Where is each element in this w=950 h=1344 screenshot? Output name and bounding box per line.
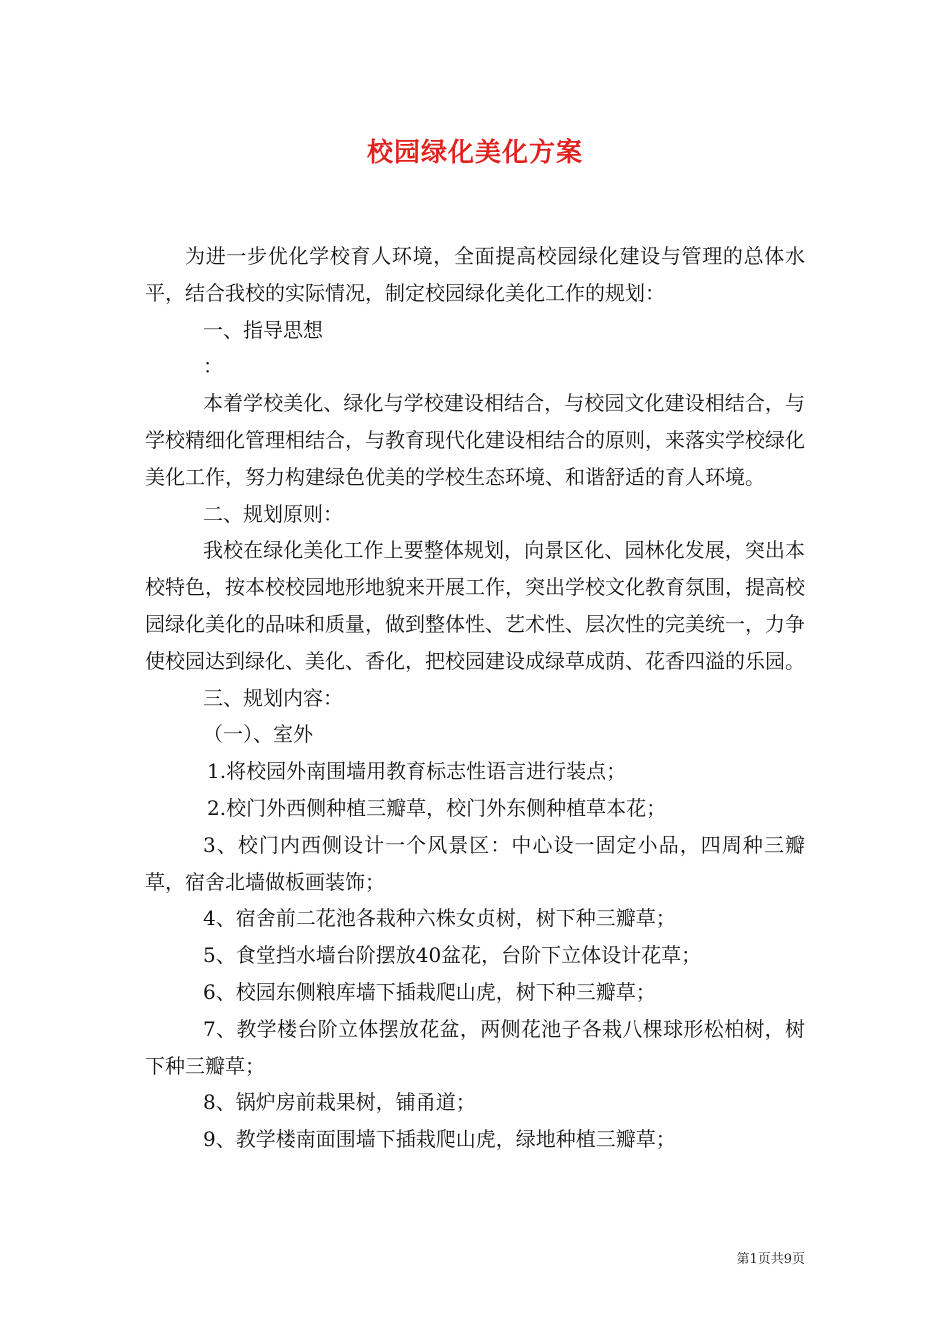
section-heading-principles: 二、规划原则：	[203, 501, 343, 526]
document-title: 校园绿化美化方案	[366, 138, 583, 168]
list-item: 2.校门外西侧种植三瓣草，校门外东侧种植草本花；	[207, 795, 667, 820]
subsection-outdoor: （一）、室外	[203, 722, 313, 747]
section-heading-guiding: 一、指导思想	[203, 317, 323, 342]
list-item: 3、校门内西侧设计一个风景区：中心设一固定小品，四周种三瓣草，宿舍北墙做板画装饰；	[145, 832, 805, 894]
list-item: 9、教学楼南面围墙下插栽爬山虎，绿地种植三瓣草；	[203, 1127, 676, 1152]
document-body	[145, 238, 805, 1158]
list-item: 6、校园东侧粮库墙下插栽爬山虎，树下种三瓣草；	[203, 979, 656, 1004]
list-item: 5、食堂挡水墙台阶摆放40盆花，台阶下立体设计花草；	[203, 943, 702, 968]
colon-line: ：	[203, 354, 223, 379]
list-item: 7、教学楼台阶立体摆放花盆，两侧花池子各栽八棵球形松柏树，树下种三瓣草；	[145, 1016, 805, 1078]
list-item: 8、锅炉房前栽果树，铺甬道；	[203, 1090, 476, 1115]
principles-paragraph: 我校在绿化美化工作上要整体规划，向景区化、园林化发展，突出本校特色，按本校校园地形地貌来开展工作，突出学校文化教育氛围，提高校园绿化美化的品味和质量，做到整体性、艺术性、层次性的完美统一，力争使校园达到绿化、美化、香化，把校园建设成绿草成荫、花香四溢的乐园。	[145, 538, 805, 673]
section-heading-content: 三、规划内容：	[203, 685, 343, 710]
list-item: 1.将校园外南围墙用教育标志性语言进行装点；	[207, 759, 627, 784]
guiding-paragraph: 本着学校美化、绿化与学校建设相结合，与校园文化建设相结合，与学校精细化管理相结合，与教育现代化建设相结合的原则，来落实学校绿化美化工作，努力构建绿色优美的学校生态环境、和谐舒适的育人环境。	[145, 391, 805, 489]
intro-paragraph: 为进一步优化学校育人环境，全面提高校园绿化建设与管理的总体水平，结合我校的实际情况，制定校园绿化美化工作的规划：	[145, 244, 805, 305]
list-item: 4、宿舍前二花池各栽种六株女贞树，树下种三瓣草；	[203, 906, 676, 931]
page-number-footer: 第1页共9页	[736, 1252, 805, 1267]
